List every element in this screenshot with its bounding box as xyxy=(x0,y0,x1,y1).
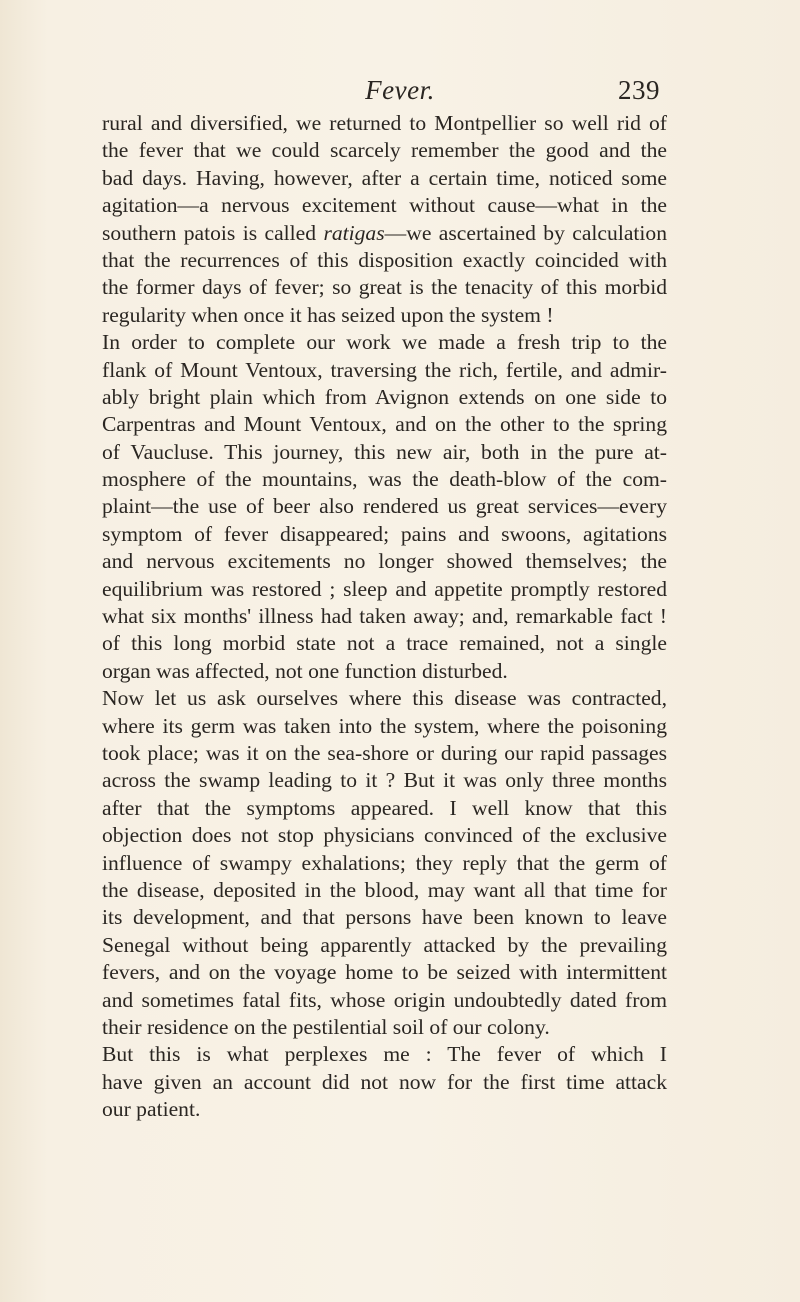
text-line: Senegal without being apparently attacked by the prevailing xyxy=(102,932,667,957)
text-line: of this long morbid state not a trace remained, not a single xyxy=(102,631,667,656)
text-line: its development, and that persons have been known to leave xyxy=(102,905,667,930)
text-line: influence of swampy exhalations; they reply that the germ of xyxy=(102,850,667,875)
running-head xyxy=(0,72,800,108)
text-line: southern patois is called ratigas—we ascertained by calculation xyxy=(102,220,667,245)
text-line: of Vaucluse. This journey, this new air, both in the pure at- xyxy=(102,439,667,464)
text-line: plaint—the use of beer also rendered us great services—every xyxy=(102,494,667,519)
text-line: the disease, deposited in the blood, may want all that time for xyxy=(102,877,667,902)
page-number: 239 xyxy=(618,75,660,105)
text-line: what six months' illness had taken away; and, remarkable fact ! xyxy=(102,604,667,629)
text-line: regularity when once it has seized upon the system ! xyxy=(102,302,554,327)
text-line: and nervous excitements no longer showed themselves; the xyxy=(102,549,667,574)
text-line: flank of Mount Ventoux, traversing the rich, fertile, and admir- xyxy=(102,357,667,382)
text-line: the former days of fever; so great is the tenacity of this morbid xyxy=(102,275,667,300)
text-line: equilibrium was restored ; sleep and appetite promptly restored xyxy=(102,576,667,601)
text-line: mosphere of the mountains, was the death-blow of the com- xyxy=(102,467,667,492)
running-head-title: Fever. xyxy=(365,75,435,105)
text-line: symptom of fever disappeared; pains and swoons, agitations xyxy=(102,521,667,546)
text-line: organ was affected, not one function disturbed. xyxy=(102,658,508,683)
text-line: In order to complete our work we made a fresh trip to the xyxy=(102,330,667,355)
text-line: our patient. xyxy=(102,1097,201,1122)
text-line: Now let us ask ourselves where this disease was contracted, xyxy=(102,686,667,711)
text-line: ably bright plain which from Avignon extends on one side to xyxy=(102,384,667,409)
body-text xyxy=(102,110,667,1123)
text-line: across the swamp leading to it ? But it was only three months xyxy=(102,768,667,793)
text-line: have given an account did not now for the first time attack xyxy=(102,1069,667,1094)
text-line: after that the symptoms appeared. I well know that this xyxy=(102,795,667,820)
text-line: the fever that we could scarcely remember the good and the xyxy=(102,138,667,163)
text-line: agitation—a nervous excitement without cause—what in the xyxy=(102,193,667,218)
text-line: fevers, and on the voyage home to be seized with intermittent xyxy=(102,960,667,985)
text-line: objection does not stop physicians convinced of the exclusive xyxy=(102,823,667,848)
text-line: where its germ was taken into the system, where the poisoning xyxy=(102,713,667,738)
text-line: their residence on the pestilential soil of our colony. xyxy=(102,1014,550,1039)
text-line: that the recurrences of this disposition exactly coincided with xyxy=(102,247,667,272)
text-line: But this is what perplexes me : The fever of which I xyxy=(102,1042,667,1067)
text-line: Carpentras and Mount Ventoux, and on the other to the spring xyxy=(102,412,667,437)
text-line: and sometimes fatal fits, whose origin undoubtedly dated from xyxy=(102,987,667,1012)
text-line: bad days. Having, however, after a certain time, noticed some xyxy=(102,165,667,190)
italic-term: ratigas xyxy=(323,220,385,245)
text-line: took place; was it on the sea-shore or during our rapid passages xyxy=(102,740,667,765)
text-line: rural and diversified, we returned to Montpellier so well rid of xyxy=(102,111,667,135)
